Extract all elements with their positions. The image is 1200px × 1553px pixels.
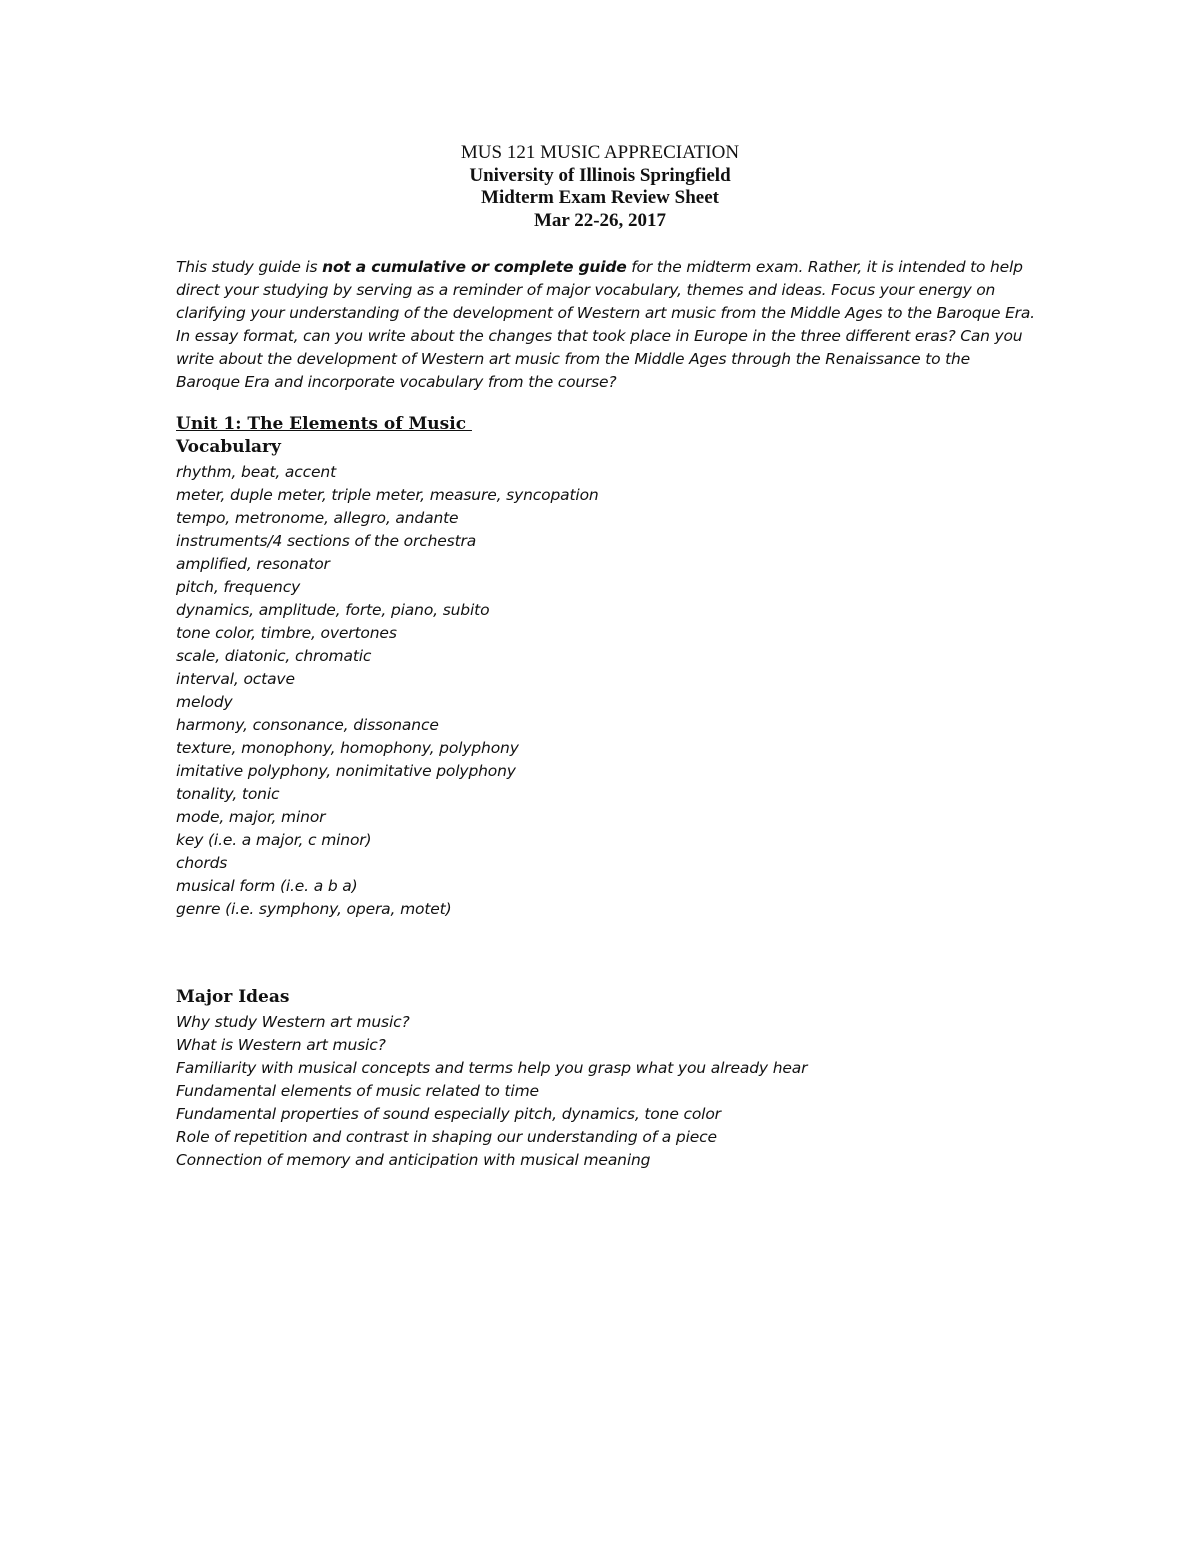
vocabulary-item: texture, monophony, homophony, polyphony [176, 739, 519, 757]
intro-lead: This study guide is [176, 258, 323, 276]
vocabulary-item: mode, major, minor [176, 808, 326, 826]
exam-dates: Mar 22-26, 2017 [533, 209, 667, 231]
vocabulary-item: tone color, timbre, overtones [176, 624, 397, 642]
vocabulary-item: rhythm, beat, accent [176, 463, 337, 481]
vocabulary-item: interval, octave [176, 670, 295, 688]
major-idea-item: Connection of memory and anticipation with musical meaning [176, 1151, 651, 1169]
vocabulary-item: musical form (i.e. a b a) [176, 877, 358, 895]
major-ideas-section [176, 986, 1036, 1009]
vocabulary-item: tempo, metronome, allegro, andante [176, 509, 459, 527]
intro-paragraph [176, 256, 1036, 394]
intro-rest: for the midterm exam. Rather, it is intended to help direct your studying by serving as a reminder of major vocabulary, themes and ideas. Focus your energy on clarifying your understanding of the development of Western art music from the Middle Ages to the Baroque Era. In essay format, can you write about the changes that took place in Europe in the three different eras? Can you write about the development of Western art music from the Middle Ages through the Renaissance to the Baroque Era and incorporate vocabulary from the course? [176, 258, 1035, 391]
vocabulary-item: dynamics, amplitude, forte, piano, subito [176, 601, 490, 619]
major-idea-item: What is Western art music? [176, 1036, 386, 1054]
vocabulary-heading: Vocabulary [176, 437, 281, 457]
unit-1-heading [176, 413, 1036, 459]
major-idea-item: Why study Western art music? [176, 1013, 410, 1031]
vocabulary-item: tonality, tonic [176, 785, 280, 803]
vocabulary-item: meter, duple meter, triple meter, measure, syncopation [176, 486, 599, 504]
vocabulary-item: instruments/4 sections of the orchestra [176, 532, 477, 550]
major-idea-item: Fundamental elements of music related to time [176, 1082, 539, 1100]
vocabulary-item: key (i.e. a major, c minor) [176, 831, 372, 849]
university-name: University of Illinois Springfield [469, 164, 731, 186]
intro-emphasis: not a cumulative or complete guide [322, 258, 627, 276]
sheet-title: Midterm Exam Review Sheet [481, 187, 719, 208]
major-idea-item: Fundamental properties of sound especially pitch, dynamics, tone color [176, 1105, 721, 1123]
unit-1-title: Unit 1: The Elements of Music [176, 414, 472, 434]
vocabulary-item: pitch, frequency [176, 578, 301, 596]
document-header [0, 142, 1200, 232]
major-ideas-list [176, 1011, 1036, 1172]
major-idea-item: Role of repetition and contrast in shaping our understanding of a piece [176, 1128, 717, 1146]
major-idea-item: Familiarity with musical concepts and terms help you grasp what you already hear [176, 1059, 808, 1077]
vocabulary-item: scale, diatonic, chromatic [176, 647, 372, 665]
vocabulary-list [176, 461, 1036, 921]
major-ideas-heading: Major Ideas [176, 987, 290, 1007]
vocabulary-item: genre (i.e. symphony, opera, motet) [176, 900, 452, 918]
vocabulary-item: imitative polyphony, nonimitative polyphony [176, 762, 516, 780]
vocabulary-item: melody [176, 693, 233, 711]
course-title: MUS 121 MUSIC APPRECIATION [460, 142, 740, 163]
vocabulary-item: amplified, resonator [176, 555, 330, 573]
vocabulary-item: harmony, consonance, dissonance [176, 716, 439, 734]
vocabulary-item: chords [176, 854, 228, 872]
